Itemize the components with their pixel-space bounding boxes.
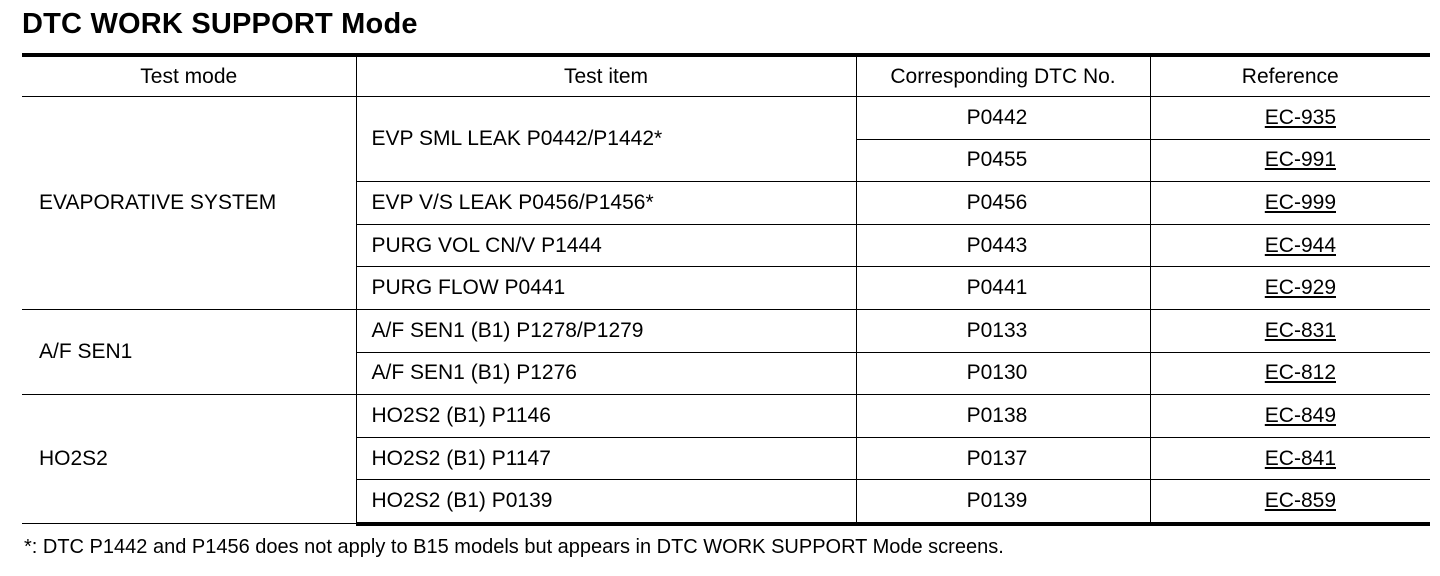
test-mode-cell: EVAPORATIVE SYSTEM [22, 97, 356, 310]
reference-cell [1150, 352, 1430, 395]
header-row [22, 55, 1430, 97]
reference-cell [1150, 309, 1430, 352]
reference-cell [1150, 224, 1430, 267]
reference-link[interactable]: EC-841 [1264, 446, 1336, 470]
reference-cell [1150, 267, 1430, 310]
test-mode-cell: A/F SEN1 [22, 309, 356, 394]
reference-cell [1150, 395, 1430, 438]
test-item-cell: A/F SEN1 (B1) P1278/P1279 [356, 309, 856, 352]
reference-link[interactable]: EC-812 [1264, 361, 1336, 385]
test-item-cell: EVP V/S LEAK P0456/P1456* [356, 182, 856, 225]
reference-link[interactable]: EC-831 [1264, 318, 1336, 342]
reference-link[interactable]: EC-944 [1264, 233, 1336, 257]
dtc-cell: P0137 [856, 437, 1150, 480]
reference-cell [1150, 182, 1430, 225]
table-row [22, 97, 1430, 140]
dtc-cell: P0130 [856, 352, 1150, 395]
table-row [22, 395, 1430, 438]
reference-link[interactable]: EC-935 [1264, 105, 1336, 129]
header-reference: Reference [1150, 55, 1430, 97]
test-item-cell: A/F SEN1 (B1) P1276 [356, 352, 856, 395]
reference-link[interactable]: EC-859 [1264, 489, 1336, 513]
reference-cell [1150, 480, 1430, 524]
header-test-mode: Test mode [22, 55, 356, 97]
test-item-cell: EVP SML LEAK P0442/P1442* [356, 97, 856, 182]
header-dtc-no: Corresponding DTC No. [856, 55, 1150, 97]
test-item-cell: HO2S2 (B1) P0139 [356, 480, 856, 524]
dtc-cell: P0456 [856, 182, 1150, 225]
dtc-cell: P0139 [856, 480, 1150, 524]
page-title: DTC WORK SUPPORT Mode [22, 8, 418, 40]
dtc-cell: P0442 [856, 97, 1150, 140]
test-item-cell: HO2S2 (B1) P1147 [356, 437, 856, 480]
reference-cell [1150, 139, 1430, 182]
test-mode-cell: HO2S2 [22, 395, 356, 524]
test-item-cell: HO2S2 (B1) P1146 [356, 395, 856, 438]
table-body [22, 97, 1430, 524]
reference-cell [1150, 437, 1430, 480]
test-item-cell: PURG FLOW P0441 [356, 267, 856, 310]
table-header [22, 55, 1430, 97]
dtc-work-support-table [22, 53, 1430, 526]
table-row [22, 309, 1430, 352]
reference-cell [1150, 97, 1430, 140]
reference-link[interactable]: EC-929 [1264, 276, 1336, 300]
reference-link[interactable]: EC-849 [1264, 403, 1336, 427]
test-item-cell: PURG VOL CN/V P1444 [356, 224, 856, 267]
dtc-work-support-table-container [22, 53, 1430, 526]
dtc-cell: P0138 [856, 395, 1150, 438]
header-test-item: Test item [356, 55, 856, 97]
dtc-cell: P0441 [856, 267, 1150, 310]
dtc-cell: P0133 [856, 309, 1150, 352]
dtc-cell: P0443 [856, 224, 1150, 267]
reference-link[interactable]: EC-999 [1264, 190, 1336, 214]
footnote: *: DTC P1442 and P1456 does not apply to B15 models but appears in DTC WORK SUPPORT Mode screens. [24, 536, 1004, 558]
reference-link[interactable]: EC-991 [1264, 148, 1336, 172]
dtc-cell: P0455 [856, 139, 1150, 182]
